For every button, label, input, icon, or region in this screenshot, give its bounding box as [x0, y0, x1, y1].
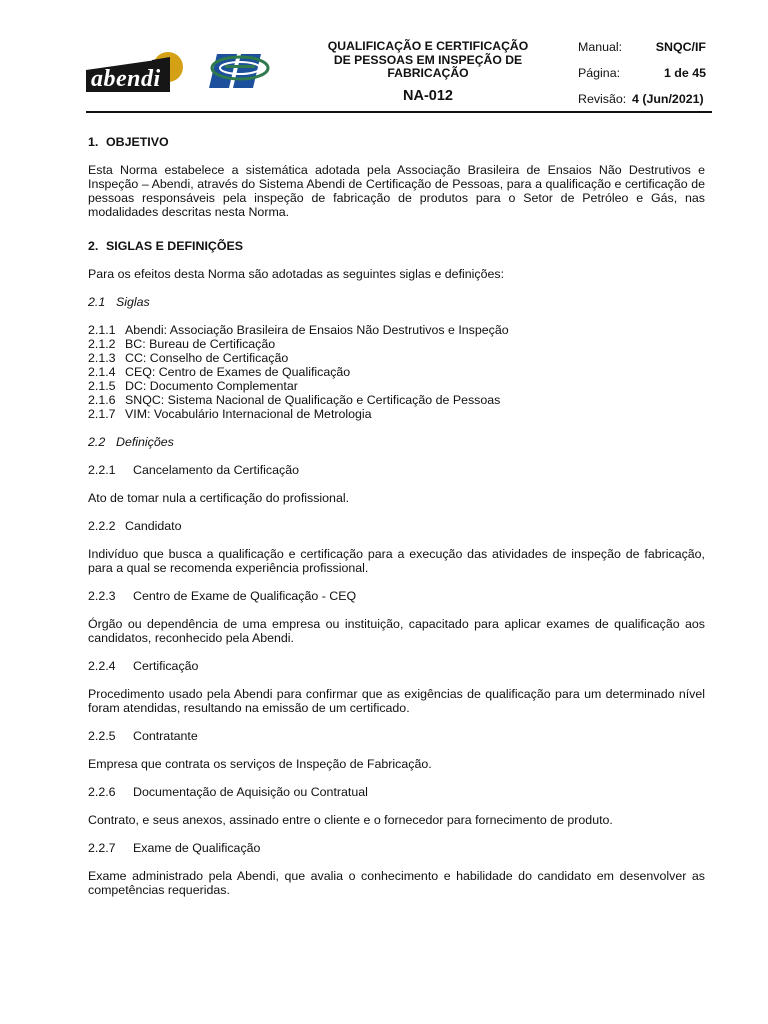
abendi-logo	[86, 50, 192, 98]
revision-value: 4 (Jun/2021)	[632, 92, 704, 106]
definition-text: Empresa que contrata os serviços de Inspeção de Fabricação.	[88, 757, 432, 771]
item-text: Abendi: Associação Brasileira de Ensaios Não Destrutivos e Inspeção	[125, 323, 509, 337]
definition-term	[88, 659, 705, 673]
list-item	[88, 323, 705, 337]
definition-term	[88, 519, 705, 533]
item-number: 2.1.5	[88, 379, 116, 393]
snqc-logo	[207, 50, 273, 91]
subsection-heading	[88, 435, 705, 449]
section-number: 2.	[88, 239, 99, 253]
list-item	[88, 393, 705, 407]
siglas-list	[88, 323, 705, 421]
definition-text: Procedimento usado pela Abendi para confirmar que as exigências de qualificação para um determinado nível foram atendidas, resultando na emissão de um certificado.	[88, 687, 705, 715]
section-title: SIGLAS E DEFINIÇÕES	[106, 239, 244, 253]
manual-label: Manual:	[578, 40, 623, 54]
definition-term	[88, 785, 705, 799]
item-number: 2.1.2	[88, 337, 116, 351]
term-text: Exame de Qualificação	[133, 841, 261, 855]
section-number: 1.	[88, 135, 99, 149]
subsection-title: Siglas	[116, 295, 150, 309]
term-text: Contratante	[133, 729, 198, 743]
item-number: 2.2.6	[88, 785, 116, 799]
revision-row	[578, 92, 708, 118]
item-number: 2.1.1	[88, 323, 116, 337]
title-line: QUALIFICAÇÃO E CERTIFICAÇÃO	[327, 39, 529, 53]
list-item	[88, 365, 705, 379]
item-number: 2.1.6	[88, 393, 116, 407]
list-item	[88, 379, 705, 393]
item-number: 2.1.4	[88, 365, 116, 379]
subsection-number: 2.1	[88, 295, 106, 309]
definition-text: Ato de tomar nula a certificação do profissional.	[88, 491, 350, 505]
definition-term	[88, 841, 705, 855]
paragraph: Esta Norma estabelece a sistemática adotada pela Associação Brasileira de Ensaios Não Destrutivos e Inspeção – Abendi, através do Sistema Abendi de Certificação de Pessoas, para a qualificação e certificação de pessoas responsáveis pela inspeção de fabricação de produtos para o Setor de Petróleo e Gás, nas modalidades descritas nesta Norma.	[88, 163, 705, 219]
item-number: 2.2.7	[88, 841, 116, 855]
list-item	[88, 337, 705, 351]
term-text: Certificação	[133, 659, 199, 673]
subsection-heading	[88, 295, 705, 309]
term-text: Candidato	[125, 519, 182, 533]
definition-text: Indivíduo que busca a qualificação e certificação para a execução das atividades de inspeção de fabricação, para a qual se recomenda experiência profissional.	[88, 547, 705, 575]
term-text: Documentação de Aquisição ou Contratual	[133, 785, 368, 799]
manual-row	[578, 40, 708, 66]
item-text: BC: Bureau de Certificação	[125, 337, 276, 351]
snqc-logo-graphic	[207, 50, 273, 88]
header-divider	[86, 111, 712, 113]
document-meta	[578, 40, 708, 118]
item-text: DC: Documento Complementar	[125, 379, 298, 393]
title-line: FABRICAÇÃO	[387, 66, 469, 81]
manual-value: SNQC/IF	[655, 40, 706, 54]
definition-term	[88, 463, 705, 477]
abendi-logo-text: abendi	[91, 66, 161, 92]
section-heading	[88, 135, 705, 149]
page-value: 1 de 45	[663, 66, 706, 80]
item-text: CC: Conselho de Certificação	[125, 351, 289, 365]
item-number: 2.2.3	[88, 589, 116, 603]
section-title: OBJETIVO	[106, 135, 169, 149]
term-text: Centro de Exame de Qualificação - CEQ	[133, 589, 357, 603]
definition-term	[88, 589, 705, 603]
list-item	[88, 351, 705, 365]
item-number: 2.2.5	[88, 729, 116, 743]
revision-label: Revisão:	[578, 92, 627, 106]
definition-term	[88, 729, 705, 743]
definition-text: Contrato, e seus anexos, assinado entre o cliente e o fornecedor para fornecimento de produto.	[88, 813, 613, 827]
paragraph: Para os efeitos desta Norma são adotadas as seguintes siglas e definições:	[88, 267, 505, 281]
page-row	[578, 66, 708, 92]
definition-text: Exame administrado pela Abendi, que avalia o conhecimento e habilidade do candidato em desenvolver as competências requeridas.	[88, 869, 705, 897]
item-number: 2.1.7	[88, 407, 116, 421]
section-heading	[88, 239, 705, 253]
term-text: Cancelamento da Certificação	[133, 463, 299, 477]
item-text: CEQ: Centro de Exames de Qualificação	[125, 365, 351, 379]
page-label: Página:	[578, 66, 621, 80]
document-title	[312, 40, 544, 81]
subsection-number: 2.2	[88, 435, 106, 449]
subsection-title: Definições	[116, 435, 174, 449]
item-number: 2.2.4	[88, 659, 116, 673]
list-item	[88, 407, 705, 421]
title-line: DE PESSOAS EM INSPEÇÃO DE	[333, 52, 523, 67]
item-number: 2.2.2	[88, 519, 116, 533]
item-text: SNQC: Sistema Nacional de Qualificação e Certificação de Pessoas	[125, 393, 501, 407]
document-body	[88, 135, 705, 897]
document-code: NA-012	[403, 88, 453, 104]
document-header	[0, 0, 768, 114]
item-number: 2.2.1	[88, 463, 116, 477]
item-text: VIM: Vocabulário Internacional de Metrologia	[125, 407, 372, 421]
definition-text: Órgão ou dependência de uma empresa ou instituição, capacitado para aplicar exames de qualificação aos candidatos, reconhecido pela Abendi.	[88, 617, 705, 645]
item-number: 2.1.3	[88, 351, 116, 365]
